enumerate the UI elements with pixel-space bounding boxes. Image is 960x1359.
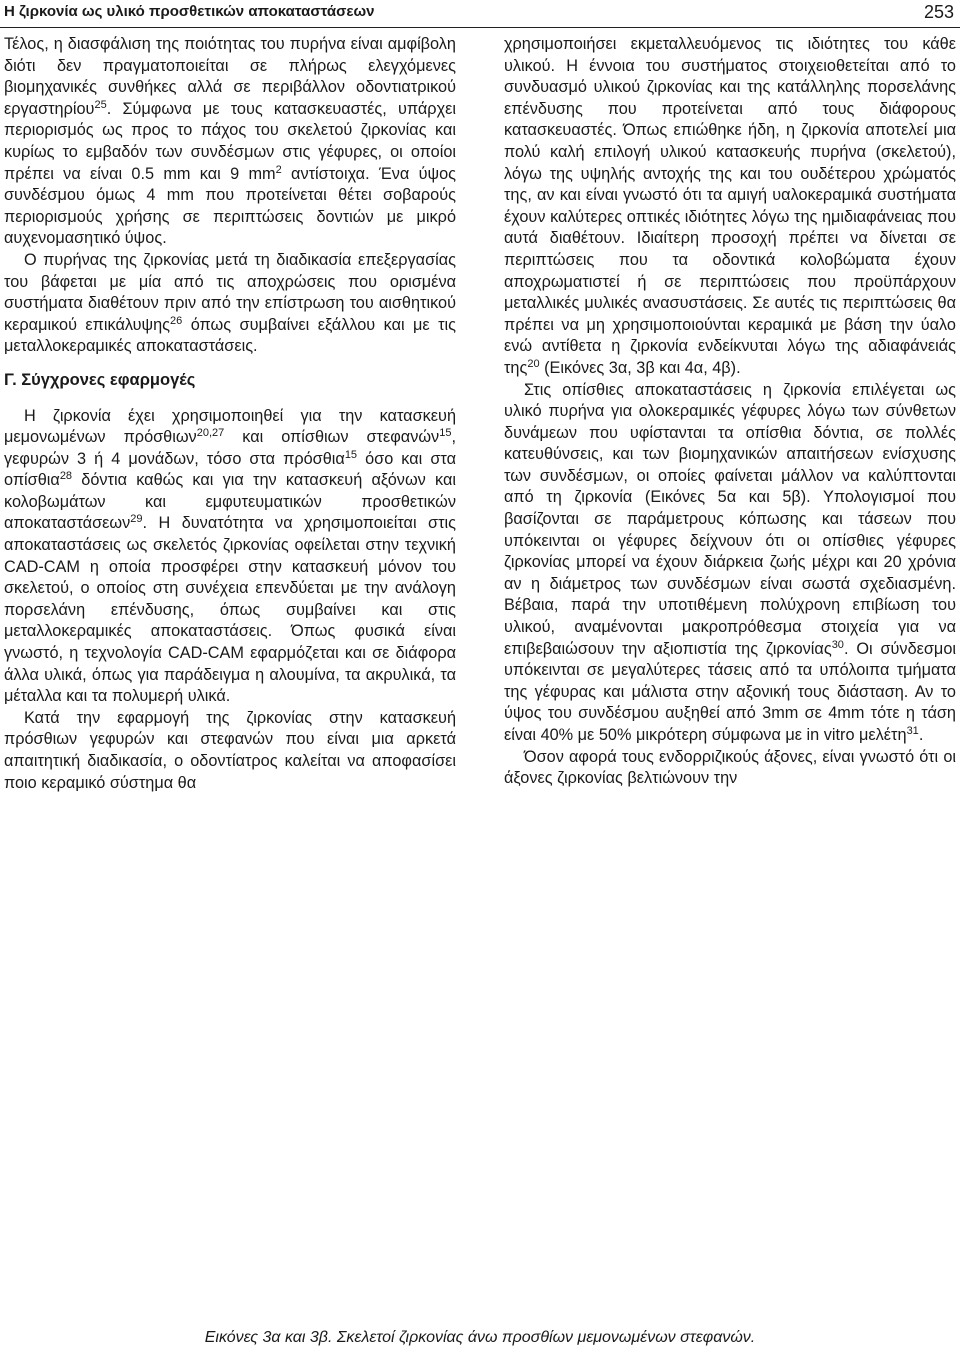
- paragraph: Ο πυρήνας της ζιρκονίας μετά τη διαδικασία επεξεργασίας του βάφεται με μία από τις αποχρώσεις που ορισμένα συστήματα διαθέτουν πριν από την επίστρωση του αισθητικού κεραμικού επικάλυψης$^{26}$ όπως συμβαίνει εξάλλου και με τις μεταλλοκεραμικές αποκαταστάσεις.: [4, 250, 456, 356]
- citation: 20,27: [196, 427, 225, 440]
- citation: 28: [59, 470, 73, 483]
- left-column: [4, 34, 456, 794]
- paragraph: Όσον αφορά τους ενδορριζικούς άξονες, είναι γνωστό ότι οι άξονες ζιρκονίας βελτιώνουν την: [504, 747, 956, 788]
- figure-caption: Εικόνες 3α και 3β. Σκελετοί ζιρκονίας άνω προσθίων μεμονωμένων στεφανών.: [204, 1329, 756, 1346]
- running-title: Η ζιρκονία ως υλικό προσθετικών αποκαταστάσεων: [4, 3, 375, 20]
- running-header: [0, 0, 960, 28]
- citation: 31: [906, 725, 919, 737]
- paragraph: Κατά την εφαρμογή της ζιρκονίας στην κατασκευή πρόσθιων γεφυρών και στεφανών που είναι μια αρκετά απαιτητική διαδικασία, ο οδοντίατρος καλείται να αποφασίσει ποιο κεραμικό σύστημα θα: [4, 708, 456, 792]
- paragraph: Τέλος, η διασφάλιση της ποιότητας του πυρήνα είναι αμφίβολη διότι δεν πραγματοποιείται σε πλήρως ελεγχόμενες βιομηχανικές συνθήκες αλλά σε περιβάλλον οδοντιατρικού εργαστηρίου$^{25}$. Σύμφωνα με τους κατασκευαστές, υπάρχει περιορισμός ως προς το πάχος του σκελετού ζιρκονίας και κυρίως το εμβαδόν των συνδέσμων στις γέφυρες, οι οποίοι πρέπει να είναι 0.5 mm και 9 $mm^2$ αντίστοιχα. Ένα ύψος συνδέσμου όμως 4 mm που προτείνεται θέτει σοβαρούς περιορισμούς χρήσης σε περιπτώσεις δοντιών με μικρό αυχενομασητικό ύψος.: [4, 35, 456, 248]
- citation: 29: [130, 513, 143, 526]
- page-number: 253: [923, 2, 954, 22]
- unit-superscript: 2: [275, 163, 282, 176]
- citation: 30: [831, 638, 844, 651]
- paragraph: Στις οπίσθιες αποκαταστάσεις η ζιρκονία επιλέγεται ως υλικό πυρήνα για ολοκεραμικές γέφυρες λόγω των σύνθετων δυνάμεων που υφίστανται τα οπίσθια δόντια, σε πολλές κατευθύνσεις, και των βιομηχανικών απαιτήσεων ενίσχυσης των συνδέσμων, οι οποίες φαίνεται μάλλον να καλύπτονται από τη ζιρκονία (Εικόνες 5α και 5β). Υπολογισμοί που βασίζονται σε παράμετρους κόπωσης και τάσεων που υπόκεινται οι γέφυρες δείχνουν ότι οι οπίσθιες γέφυρες ζιρκονίας μπορεί να έχουν διάρκεια ζωής μέχρι και 20 χρόνια αν η διάμετρος των συνδέσμων είναι σωστά σχεδιασμένη. Βέβαια, παρά την υποτιθέμενη πολύχρονη επιβίωση του υλικού, αναμένονται μακροπρόθεσμα στοιχεία για να επιβεβαιώσουν την αξιοπιστία της ζιρκονίας$^{30}$. Οι σύνδεσμοι υπόκεινται σε μεγαλύτερες τάσεις από τα υπόλοιπα τμήματα της γέφυρας και μάλιστα στην αξονική τους διάσταση. Αν το ύψος του συνδέσμου αυξηθεί από 3mm σε 4mm τότε η τάση είναι 40% με 50% μικρότερη σύμφωνα με in vitro μελέτη$^{31}$.: [504, 380, 956, 744]
- citation: 26: [170, 314, 183, 327]
- section-heading: Γ. Σύγχρονες εφαρμογές: [4, 370, 196, 389]
- citation: 15: [439, 427, 452, 440]
- right-column: [504, 34, 956, 790]
- citation: 25: [94, 98, 107, 111]
- paragraph: χρησιμοποιήσει εκμεταλλευόμενος τις ιδιότητες του κάθε υλικού. Η έννοια του συστήματος στοιχειοθετείται από το συνδυασμό υλικού ζιρκονίας και της κατάλληλης πορσελάνης επένδυσης που προτείνεται από τους διάφορους κατασκευαστές. Όπως επιώθηκε ήδη, η ζιρκονία αποτελεί μια πολύ καλή επιλογή υλικού κατασκευής πυρήνα (σκελετού), λόγω της υψηλής αντοχής της και του ουδέτερου χρώματός της, αν και είναι γνωστό ότι τα αμιγή υαλοκεραμικά συστήματα έχουν καλύτερες οπτικές ιδιότητες λόγω της ημιδιαφάνειας που αυτά διαθέτουν. Ιδιαίτερη προσοχή πρέπει να δίνεται σε περιπτώσεις που τα οδοντικά κολοβώματα έχουν αποχρωματιστεί ή σε περιπτώσεις που προϋπάρχουν μεταλλικές μυλικές ανασυστάσεις. Σε αυτές τις περιπτώσεις θα πρέπει να μη χρησιμοποιούνται κεραμικά με βάση την ύαλο ενώ αντίθετα η ζιρκονία ενδείκνυται λόγω της αδιαφάνειάς της$^{20}$ (Εικόνες 3α, 3β και 4α, 4β).: [504, 35, 956, 377]
- citation: 15: [344, 448, 358, 461]
- citation: 20: [527, 357, 540, 370]
- paragraph: Η ζιρκονία έχει χρησιμοποιηθεί για την κατασκευή μεμονωμένων πρόσθιων$^{20,27}$ και οπίσθιων στεφανών$^{15}$, γεφυρών 3 ή 4 μονάδων, τόσο στα πρόσθια$^{15}$ όσο και στα οπίσθια$^{28}$ δόντια καθώς και για την κατασκευή αξόνων και κολοβωμάτων και εμφυτευματικών προσθετικών αποκαταστάσεων$^{29}$. Η δυνατότητα να χρησιμοποιείται στις αποκαταστάσεις ως σκελετός ζιρκονίας οφείλεται στην τεχνική CAD-CAM η οποία προσφέρει στην κατασκευή μόνον του σκελετού, ο οποίος στη συνέχεια επενδύεται με την ανάλογη πορσελάνη επένδυσης, όπως συμβαίνει και στις μεταλλοκεραμικές αποκαταστάσεις. Όπως φυσικά είναι γνωστό, η τεχνολογία CAD-CAM εφαρμόζεται και σε διάφορα άλλα υλικά, όπως για παράδειγμα η αλουμίνα, τα ακρυλικά, τα μέταλλα και τα πολυμερή υλικά.: [4, 406, 456, 706]
